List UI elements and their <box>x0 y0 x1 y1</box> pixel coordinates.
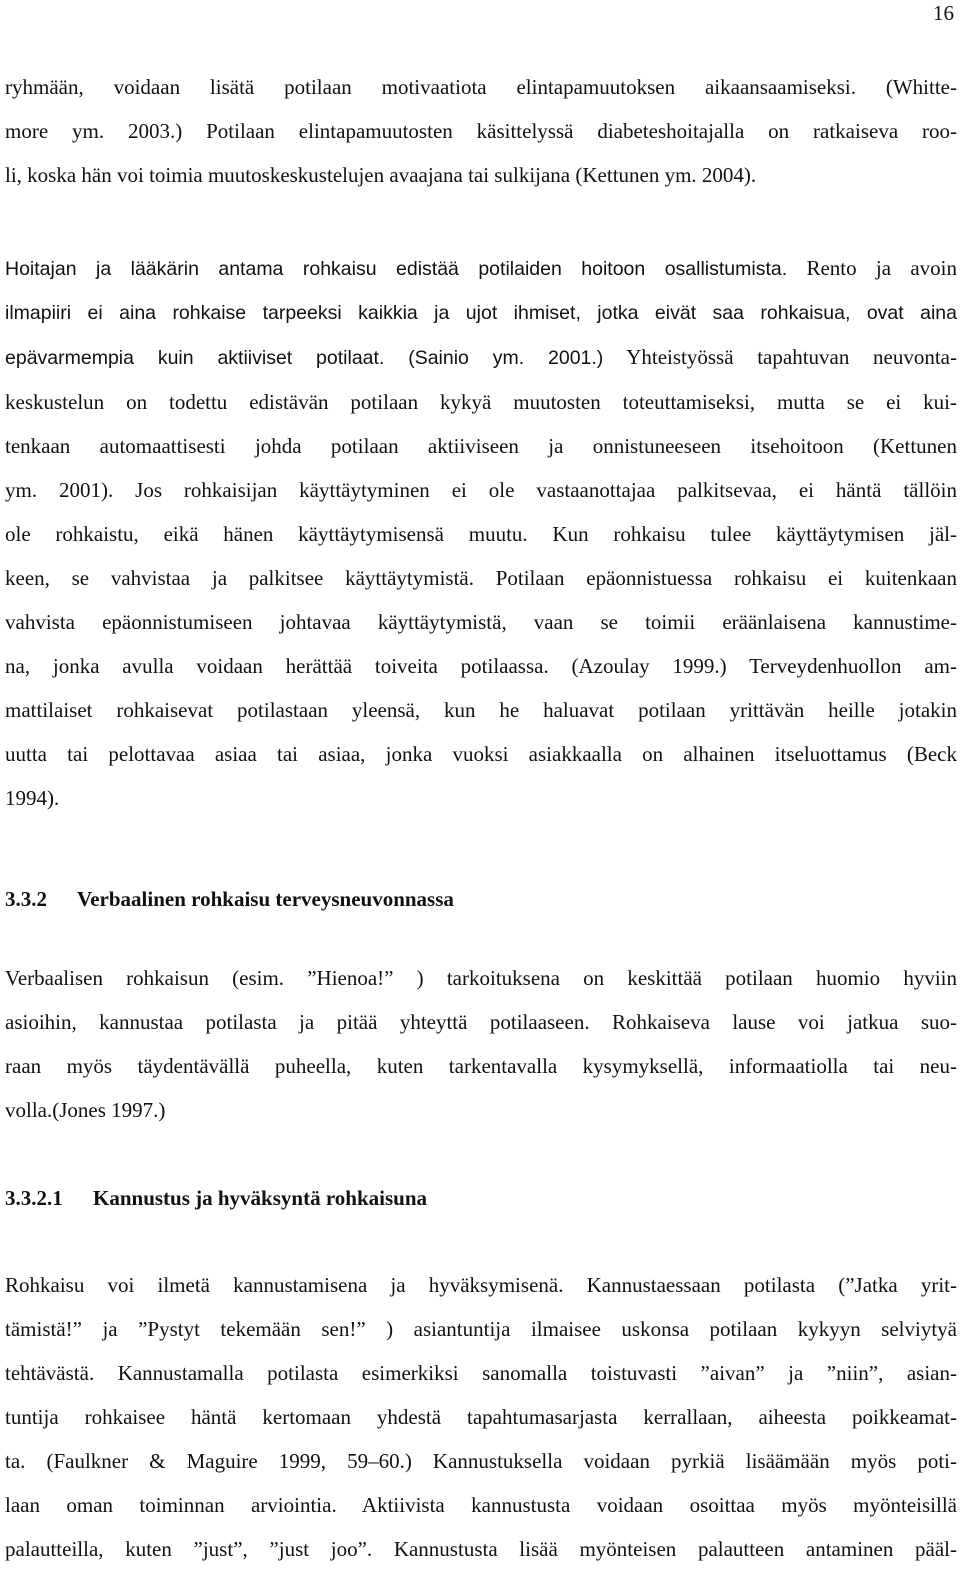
text-line: ta. (Faulkner & Maguire 1999, 59–60.) Kannustuksella voidaan pyrkiä lisäämään myös poti- <box>5 1449 957 1473</box>
text-line: palautteilla, kuten ”just”, ”just joo”. Kannustusta lisää myönteisen palautteen antaminen pääl- <box>5 1537 957 1561</box>
sans-segment: Hoitajan ja lääkärin antama rohkaisu edistää potilaiden hoitoon osallistumista. <box>5 258 788 280</box>
section-title: Verbaalinen rohkaisu terveysneuvonnassa <box>77 887 454 911</box>
subsection-title: Kannustus ja hyväksyntä rohkaisuna <box>93 1186 428 1210</box>
text-line: keen, se vahvistaa ja palkitsee käyttäytymistä. Potilaan epäonnistuessa rohkaisu ei kuitenkaan <box>5 566 957 590</box>
text-line: volla.(Jones 1997.) <box>5 1098 166 1122</box>
text-line: keskustelun on todettu edistävän potilaan kykyä muutosten toteuttamiseksi, mutta se ei kui- <box>5 390 957 414</box>
text-line: asioihin, kannustaa potilasta ja pitää yhteyttä potilaaseen. Rohkaiseva lause voi jatkua suo- <box>5 1010 957 1034</box>
text-line-mixed <box>5 335 957 380</box>
text-line: tenkaan automaattisesti johda potilaan aktiiviseen ja onnistuneeseen itsehoitoon (Kettunen <box>5 434 957 458</box>
text-line: Rohkaisu voi ilmetä kannustamisena ja hyväksymisenä. Kannustaessaan potilasta (”Jatka yrit- <box>5 1273 957 1297</box>
text-line: Verbaalisen rohkaisun (esim. ”Hienoa!” ) tarkoituksena on keskittää potilaan huomio hyviin <box>5 966 957 990</box>
paragraph-2 <box>5 246 957 820</box>
subsection-heading <box>5 1183 427 1213</box>
text-line: li, koska hän voi toimia muutoskeskustelujen avaajana tai sulkijana (Kettunen ym. 2004). <box>5 163 757 187</box>
page-number: 16 <box>933 1 954 25</box>
text-line: 1994). <box>5 786 60 810</box>
paragraph-3 <box>5 956 957 1132</box>
text-line: ilmapiiri ei aina rohkaise tarpeeksi kaikkia ja ujot ihmiset, jotka eivät saa rohkaisua, ovat aina <box>5 302 957 324</box>
section-heading <box>5 884 454 914</box>
text-line: na, jonka avulla voidaan herättää toiveita potilaassa. (Azoulay 1999.) Terveydenhuollon am- <box>5 654 957 678</box>
serif-segment: Yhteistyössä tapahtuvan neuvonta- <box>603 345 957 369</box>
text-line: tuntija rohkaisee häntä kertomaan yhdestä tapahtumasarjasta kerrallaan, aiheesta poikkeamat- <box>5 1405 957 1429</box>
text-line: raan myös täydentävällä puheella, kuten tarkentavalla kysymyksellä, informaatiolla tai neu- <box>5 1054 957 1078</box>
text-line: more ym. 2003.) Potilaan elintapamuutosten käsittelyssä diabeteshoitajalla on ratkaiseva roo- <box>5 119 957 143</box>
sans-segment: epävarmempia kuin aktiiviset potilaat. (Sainio ym. 2001.) <box>5 347 604 369</box>
text-line: laan oman toiminnan arviointia. Aktiivista kannustusta voidaan osoittaa myös myönteisillä <box>5 1493 957 1517</box>
text-line: tehtävästä. Kannustamalla potilasta esimerkiksi sanomalla toistuvasti ”aivan” ja ”niin”, asian- <box>5 1361 957 1385</box>
text-line: ryhmään, voidaan lisätä potilaan motivaatiota elintapamuutoksen aikaansaamiseksi. (Whitte- <box>5 75 957 99</box>
text-line: ole rohkaistu, eikä hänen käyttäytymisensä muutu. Kun rohkaisu tulee käyttäytymisen jäl- <box>5 522 957 546</box>
section-number: 3.3.2 <box>5 887 47 911</box>
serif-segment: Rento ja avoin <box>787 256 957 280</box>
text-line: tämistä!” ja ”Pystyt tekemään sen!” ) asiantuntija ilmaisee uskonsa potilaan kykyyn selviytyä <box>5 1317 957 1341</box>
text-line: ym. 2001). Jos rohkaisijan käyttäytyminen ei ole vastaanottajaa palkitsevaa, ei häntä tällöin <box>5 478 957 502</box>
subsection-number: 3.3.2.1 <box>5 1186 63 1210</box>
text-line: vahvista epäonnistumiseen johtavaa käyttäytymistä, vaan se toimii eräänlaisena kannustime- <box>5 610 957 634</box>
text-line-mixed <box>5 246 957 291</box>
text-line: mattilaiset rohkaisevat potilastaan yleensä, kun he haluavat potilaan yrittävän heille jotakin <box>5 698 957 722</box>
paragraph-1 <box>5 65 957 197</box>
paragraph-4 <box>5 1263 957 1571</box>
text-line: uutta tai pelottavaa asiaa tai asiaa, jonka vuoksi asiakkaalla on alhainen itseluottamus (Beck <box>5 742 957 766</box>
